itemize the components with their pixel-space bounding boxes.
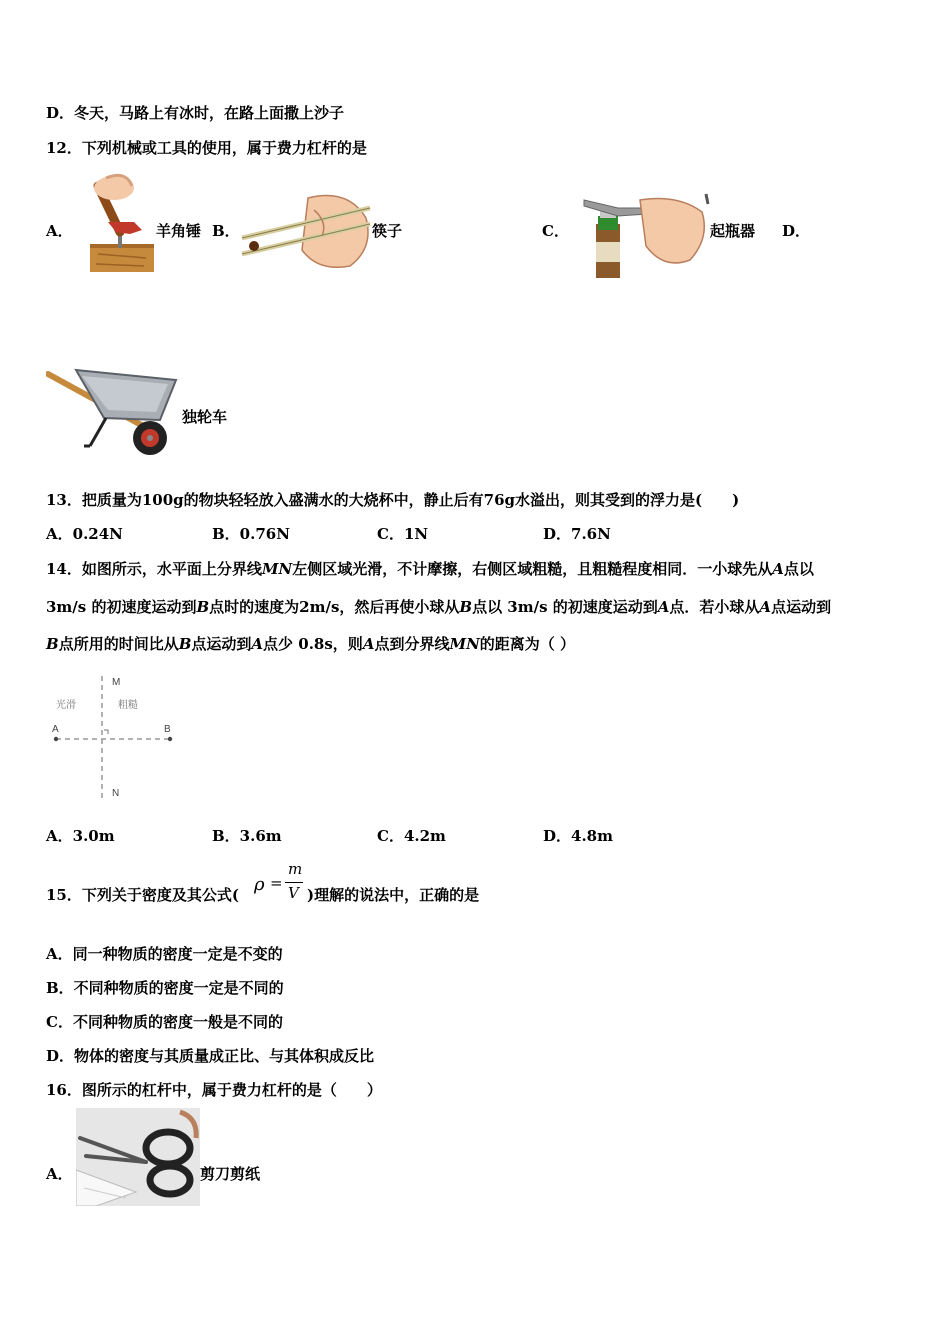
chopsticks-illustration (238, 188, 374, 272)
formula-rho: ρ (254, 874, 265, 895)
q14-stem-line-1: 14．如图所示，水平面上分界线MN左侧区域光滑，不计摩擦，右侧区域粗糙，且粗糙程度相同．一小球先从A点以 (46, 560, 814, 578)
q12-stem: 12．下列机械或工具的使用，属于费力杠杆的是 (46, 139, 367, 157)
label-a: A (52, 724, 59, 735)
bottle-opener-illustration (578, 190, 712, 278)
q11-option-d: D．冬天，马路上有冰时，在路上面撒上沙子 (46, 104, 345, 122)
q16-option-a-caption: 剪刀剪纸 (200, 1165, 261, 1183)
q15-option-b: B．不同种物质的密度一定是不同的 (46, 979, 284, 997)
wheelbarrow-illustration (46, 362, 178, 458)
point-a (54, 737, 58, 741)
q12-option-b-label: B． (212, 222, 240, 240)
q16-option-a-label: A． (46, 1165, 73, 1183)
mn-boundary-diagram (46, 672, 186, 802)
label-rough: 粗糙 (118, 700, 138, 711)
q14-stem-line-3: B点所用的时间比从B点运动到A点少 0.8s，则A点到分界线MN的距离为（ ） (46, 635, 576, 653)
q12-option-d-caption: 独轮车 (182, 408, 228, 426)
q12-option-a-label: A． (46, 222, 73, 240)
formula-denominator: V (288, 884, 299, 902)
scissors-cutting-paper-illustration (76, 1108, 200, 1206)
q13-option-d: D．7.6N (543, 525, 611, 543)
label-n: N (112, 788, 120, 799)
q15-stem-suffix: )理解的说法中，正确的是 (307, 886, 480, 904)
formula-numerator: m (288, 860, 303, 878)
label-b: B (164, 724, 171, 735)
q14-option-d: D．4.8m (543, 827, 613, 845)
q13-option-c: C．1N (377, 525, 429, 543)
q16-stem: 16．图所示的杠杆中，属于费力杠杆的是（ ） (46, 1081, 382, 1099)
point-b (168, 737, 172, 741)
q13-option-b: B．0.76N (212, 525, 290, 543)
density-formula (250, 860, 310, 906)
q12-option-c-caption: 起瓶器 (710, 222, 756, 240)
q15-option-d: D．物体的密度与其质量成正比、与其体积成反比 (46, 1047, 375, 1065)
q15-option-a: A．同一种物质的密度一定是不变的 (46, 945, 283, 963)
q12-option-d-label: D． (782, 222, 811, 240)
label-smooth: 光滑 (56, 700, 76, 711)
q12-option-a-caption: 羊角锤 (156, 222, 202, 240)
q14-option-c: C．4.2m (377, 827, 446, 845)
q12-option-b-caption: 筷子 (372, 222, 403, 240)
q14-option-a: A．3.0m (46, 827, 115, 845)
q12-option-c-label: C． (542, 222, 569, 240)
label-m: M (112, 677, 121, 688)
q15-stem-prefix: 15．下列关于密度及其公式( (46, 886, 239, 904)
hammer-illustration (86, 172, 158, 274)
formula-equals: = (270, 874, 283, 892)
q13-option-a: A．0.24N (46, 525, 123, 543)
q14-stem-line-2: 3m/s 的初速度运动到B点时的速度为2m/s，然后再使小球从B点以 3m/s 的初速度运动到A点．若小球从A点运动到 (46, 598, 832, 616)
q13-stem: 13．把质量为100g的物块轻轻放入盛满水的大烧杯中，静止后有76g水溢出，则其受到的浮力是( ) (46, 491, 740, 509)
q15-option-c: C．不同种物质的密度一般是不同的 (46, 1013, 283, 1031)
q14-option-b: B．3.6m (212, 827, 282, 845)
